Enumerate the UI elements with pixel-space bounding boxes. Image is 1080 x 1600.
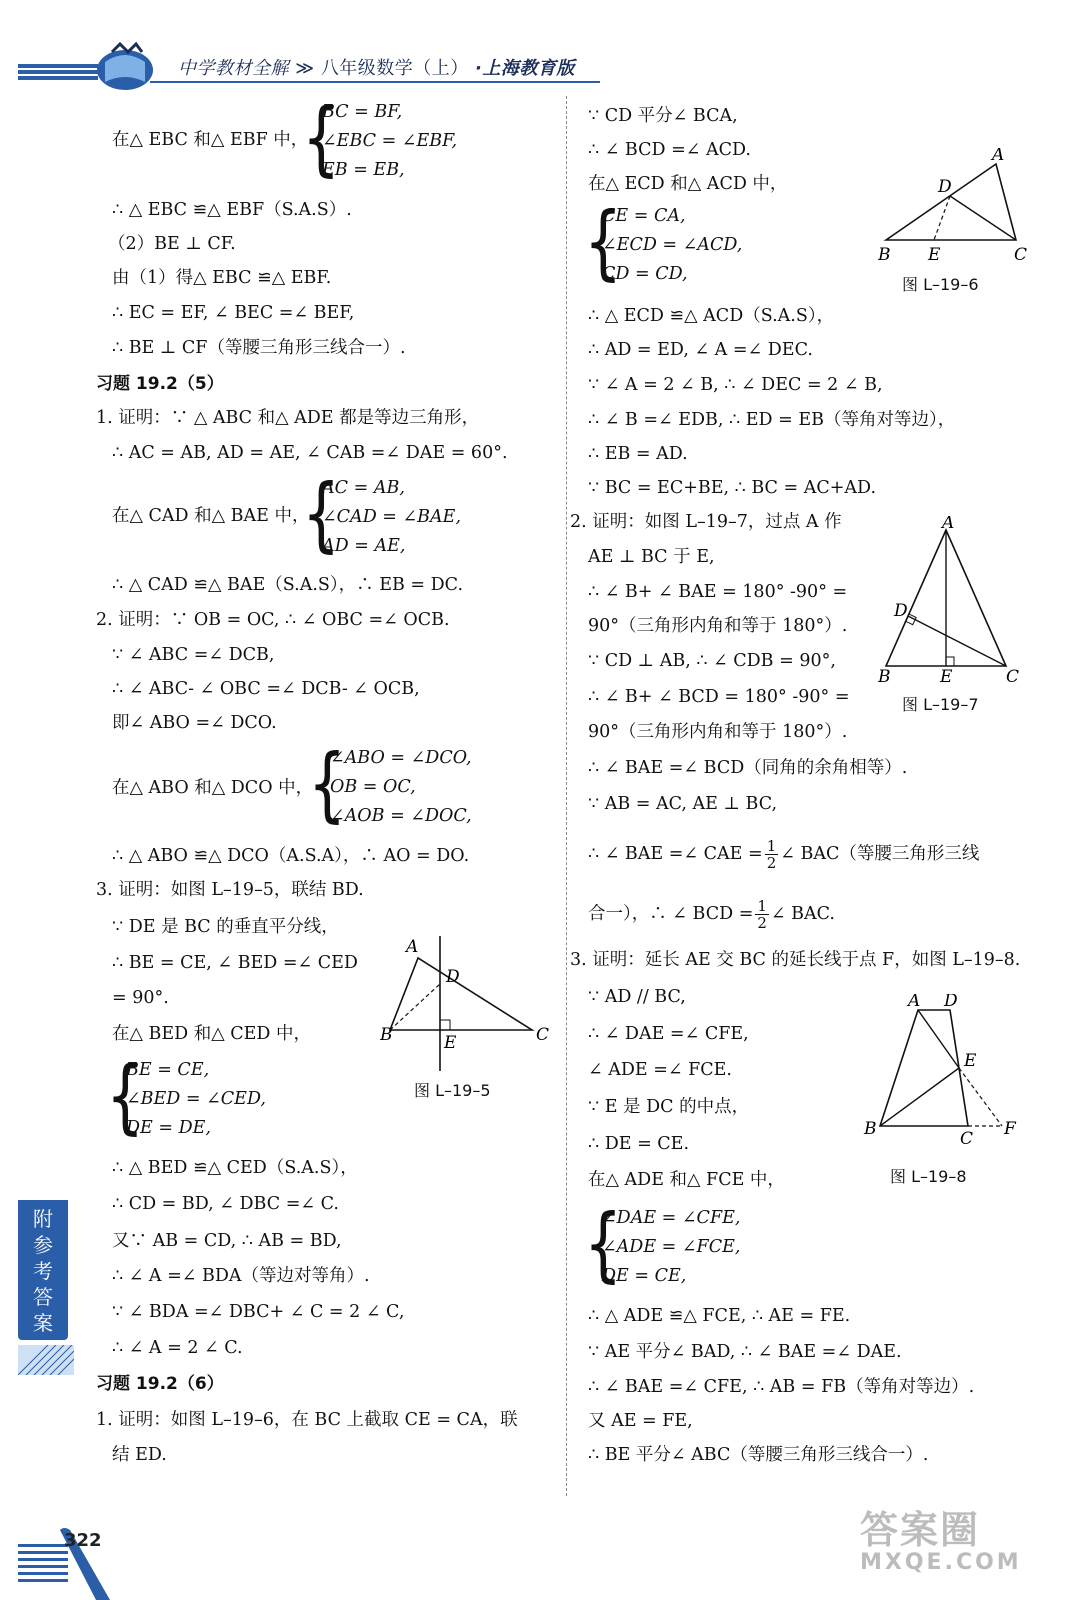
- book-title: 中学教材全解: [178, 58, 289, 79]
- text-line: ∴ ∠ B+ ∠ BAE = 180° -90° =: [588, 582, 848, 602]
- label-b: B: [878, 245, 891, 265]
- text-line: ∵ ∠ A = 2 ∠ B, ∴ ∠ DEC = 2 ∠ B,: [588, 375, 883, 395]
- system-line: ∠ECD = ∠ACD,: [602, 235, 743, 255]
- side-tab-char: 答: [33, 1285, 53, 1309]
- text-line: 在△ BED 和△ CED 中，: [112, 1024, 312, 1044]
- system-line: ∠CAD = ∠BAE,: [322, 507, 462, 527]
- label-a: A: [406, 937, 419, 957]
- text-line: ∴ ∠ BAE =∠ BCD（同角的余角相等）.: [588, 758, 908, 778]
- text-line: ∴ ∠ BCD =∠ ACD.: [588, 140, 751, 160]
- system-line: ∠EBC = ∠EBF,: [322, 131, 458, 151]
- text-line: ∵ E 是 DC 的中点，: [588, 1097, 750, 1117]
- label-a: A: [992, 148, 1005, 165]
- figure-l-19-6: [878, 148, 1048, 266]
- side-tab-char: 附: [33, 1207, 53, 1231]
- equation-system: [322, 474, 461, 561]
- text-line: 在△ EBC 和△ EBF 中，: [112, 130, 309, 150]
- side-tab-hatch: [18, 1345, 74, 1375]
- text-line: ∴ △ CAD ≌△ BAE（S.A.S），∴ EB = DC.: [112, 575, 464, 595]
- label-a: A: [908, 994, 921, 1011]
- system-line: ∠ADE = ∠FCE,: [602, 1237, 741, 1257]
- brace: {: [308, 737, 347, 832]
- dashed-segment-ef: [959, 1068, 1002, 1126]
- text-line: 又∵ AB = CD, ∴ AB = BD,: [112, 1231, 342, 1251]
- text-line: ∴ BE ⊥ CF（等腰三角形三线合一）.: [112, 338, 406, 358]
- text-line: ∠ ADE =∠ FCE.: [588, 1060, 732, 1080]
- system-line: AD = AE,: [322, 536, 406, 556]
- watermark-url: MXQE.COM: [860, 1550, 1022, 1575]
- right-angle-mark: [440, 1020, 450, 1030]
- text-line: 结 ED.: [112, 1445, 167, 1465]
- text-line: ∵ AD // BC,: [588, 987, 686, 1007]
- text-line: ∴ AC = AB, AD = AE, ∠ CAB =∠ DAE = 60°.: [112, 443, 508, 463]
- text-line: ∵ ∠ ABC =∠ DCB,: [112, 645, 275, 665]
- text-line: ∴ DE = CE.: [588, 1134, 690, 1154]
- altitude-cd: [908, 616, 1006, 666]
- text-line: ∵ CD 平分∠ BCA,: [588, 106, 738, 126]
- text-line: ∴ ∠ A =∠ BDA（等边对等角）.: [112, 1266, 370, 1286]
- dashed-segment-de: [934, 196, 950, 240]
- label-e: E: [964, 1051, 977, 1071]
- text-line: ∴ ∠ BAE =∠ CFE, ∴ AB = FB（等角对等边）.: [588, 1377, 975, 1397]
- text-line: ∴ △ ECD ≌△ ACD（S.A.S），: [588, 306, 835, 326]
- label-c: C: [960, 1129, 974, 1144]
- section-heading: 习题 19.2（5）: [96, 374, 224, 394]
- text-line: ∴ BE = CE, ∠ BED =∠ CED: [112, 953, 358, 973]
- text-line: ∴ AD = ED, ∠ A =∠ DEC.: [588, 340, 813, 360]
- text-line: ∵ CD ⊥ AB, ∴ ∠ CDB = 90°,: [588, 651, 836, 671]
- text-line: ∴ ∠ A = 2 ∠ C.: [112, 1338, 243, 1358]
- text-line: ∴ EB = AD.: [588, 444, 688, 464]
- triangle-abc: [886, 164, 1016, 240]
- label-b: B: [864, 1119, 877, 1139]
- text-fragment: ∠ BAC.: [770, 904, 835, 924]
- section-heading: 习题 19.2（6）: [96, 1374, 224, 1394]
- brace: {: [106, 1049, 145, 1144]
- text-line: 2. 证明：如图 L–19–7，过点 A 作: [570, 512, 842, 532]
- label-d: D: [894, 601, 908, 621]
- text-line: ∵ AB = AC, AE ⊥ BC,: [588, 794, 778, 814]
- system-line: OB = OC,: [330, 777, 416, 797]
- figure-l-19-5: [380, 936, 560, 1071]
- fraction-denominator: 2: [757, 914, 767, 932]
- system-line: ∠ABO = ∠DCO,: [330, 748, 472, 768]
- dashed-segment-bd: [390, 984, 440, 1030]
- label-f: F: [1004, 1119, 1016, 1139]
- label-e: E: [940, 667, 953, 686]
- text-line: = 90°.: [112, 988, 169, 1008]
- text-line: [588, 838, 979, 871]
- brace: {: [302, 91, 341, 186]
- text-line: ∵ DE 是 BC 的垂直平分线，: [112, 917, 339, 937]
- text-line: AE ⊥ BC 于 E,: [588, 547, 715, 567]
- equation-system: [322, 98, 457, 185]
- text-fragment: ∠ BAC（等腰三角形三线: [780, 844, 980, 864]
- figure-l-19-7: [878, 516, 1028, 686]
- brace: {: [302, 467, 341, 562]
- text-line: [588, 898, 835, 931]
- text-line: ∴ ∠ DAE =∠ CFE,: [588, 1024, 749, 1044]
- side-tab-char: 考: [33, 1259, 53, 1283]
- watermark: [860, 1510, 1050, 1580]
- figure-caption: 图 L–19–8: [890, 1167, 967, 1186]
- text-line: ∵ BC = EC+BE, ∴ BC = AC+AD.: [588, 478, 877, 498]
- text-line: 在△ ECD 和△ ACD 中，: [588, 174, 788, 194]
- text-line: 2. 证明：∵ OB = OC, ∴ ∠ OBC =∠ OCB.: [96, 610, 450, 630]
- text-line: ∴ ∠ B+ ∠ BCD = 180° -90° =: [588, 687, 850, 707]
- text-line: ∴ △ BED ≌△ CED（S.A.S），: [112, 1158, 358, 1178]
- segment-be: [880, 1068, 959, 1126]
- text-line: ∴ BE 平分∠ ABC（等腰三角形三线合一）.: [588, 1445, 929, 1465]
- text-line: ∴ ∠ B =∠ EDB, ∴ ED = EB（等角对等边），: [588, 410, 956, 430]
- label-d: D: [938, 177, 952, 197]
- brace: {: [584, 195, 623, 290]
- label-b: B: [878, 667, 891, 686]
- label-e: E: [444, 1033, 457, 1053]
- label-d: D: [446, 967, 460, 987]
- appendix-side-tab: [18, 1200, 68, 1340]
- text-line: ∴ CD = BD, ∠ DBC =∠ C.: [112, 1194, 339, 1214]
- segment-ae: [918, 1010, 959, 1068]
- system-line: ∠BED = ∠CED,: [126, 1089, 266, 1109]
- text-line: 3. 证明：延长 AE 交 BC 的延长线于点 F，如图 L–19–8.: [570, 950, 1021, 970]
- system-line: EB = EB,: [322, 160, 405, 180]
- text-fragment: ∴ ∠ BAE =∠ CAE =: [588, 844, 763, 864]
- label-c: C: [1006, 667, 1020, 686]
- brace: {: [584, 1197, 623, 1292]
- label-c: C: [536, 1025, 550, 1045]
- text-line: ∴ ∠ ABC- ∠ OBC =∠ DCB- ∠ OCB,: [112, 679, 420, 699]
- label-e: E: [928, 245, 941, 265]
- system-line: AC = AB,: [322, 478, 405, 498]
- text-line: （2）BE ⊥ CF.: [108, 234, 236, 254]
- system-line: ∠AOB = ∠DOC,: [330, 806, 472, 826]
- triangle-abc: [390, 958, 532, 1030]
- label-d: D: [944, 994, 958, 1011]
- text-line: 在△ ABO 和△ DCO 中，: [112, 778, 314, 798]
- text-line: ∴ △ ABO ≌△ DCO（A.S.A），∴ AO = DO.: [112, 846, 470, 866]
- fraction-numerator: 1: [766, 837, 777, 855]
- system-line: BC = BF,: [322, 102, 403, 122]
- trapezoid-abcd: [880, 1010, 968, 1126]
- book-subtitle: 八年级数学（上）: [320, 58, 469, 79]
- system-line: BE = CE,: [126, 1060, 210, 1080]
- text-line: 由（1）得△ EBC ≌△ EBF.: [112, 268, 332, 288]
- text-line: 3. 证明：如图 L–19–5，联结 BD.: [96, 880, 364, 900]
- text-line: 在△ CAD 和△ BAE 中，: [112, 506, 310, 526]
- header-banner-graphic: [0, 0, 1080, 100]
- figure-caption: 图 L–19–6: [902, 275, 979, 294]
- equation-system: [330, 744, 472, 831]
- fraction-denominator: 2: [766, 854, 777, 872]
- column-divider: [566, 96, 567, 1496]
- system-line: CE = CA,: [602, 206, 686, 226]
- system-line: CD = CD,: [602, 264, 688, 284]
- label-c: C: [1014, 245, 1028, 265]
- fraction-numerator: 1: [757, 897, 767, 915]
- right-angle-mark: [946, 657, 954, 666]
- page-number: 322: [64, 1530, 102, 1551]
- system-line: DE = CE,: [602, 1266, 687, 1286]
- text-line: 90°（三角形内角和等于 180°）.: [588, 616, 848, 636]
- text-line: ∴ △ ADE ≌△ FCE, ∴ AE = FE.: [588, 1306, 851, 1326]
- text-line: 即∠ ABO =∠ DCO.: [112, 713, 277, 733]
- equation-system: [126, 1056, 266, 1143]
- text-line: 1. 证明：如图 L–19–6，在 BC 上截取 CE = CA，联: [96, 1410, 518, 1430]
- text-line: ∴ EC = EF, ∠ BEC =∠ BEF,: [112, 303, 355, 323]
- header-title: [178, 54, 575, 80]
- figure-caption: 图 L–19–7: [902, 695, 979, 714]
- page-header: [0, 0, 1080, 100]
- fraction-half: [765, 838, 779, 871]
- equation-system: [602, 202, 742, 289]
- text-line: 又 AE = FE,: [588, 1411, 693, 1431]
- text-line: ∵ AE 平分∠ BAD, ∴ ∠ BAE =∠ DAE.: [588, 1342, 902, 1362]
- equation-system: [602, 1204, 740, 1291]
- label-a: A: [942, 516, 955, 533]
- side-tab-char: 案: [33, 1311, 53, 1335]
- label-b: B: [380, 1025, 393, 1045]
- side-tab-char: 参: [33, 1233, 53, 1257]
- text-line: ∵ ∠ BDA =∠ DBC+ ∠ C = 2 ∠ C,: [112, 1302, 405, 1322]
- watermark-text: 答案圈: [860, 1508, 981, 1552]
- system-line: ∠DAE = ∠CFE,: [602, 1208, 741, 1228]
- text-line: 在△ ADE 和△ FCE 中，: [588, 1170, 785, 1190]
- fraction-half: [755, 898, 769, 931]
- header-arrow: ≫: [295, 58, 315, 79]
- figure-caption: 图 L–19–5: [414, 1081, 491, 1100]
- text-line: ∴ △ EBC ≌△ EBF（S.A.S）.: [112, 200, 352, 220]
- text-line: 1. 证明：∵ △ ABC 和△ ADE 都是等边三角形，: [96, 408, 480, 428]
- system-line: DE = DE,: [126, 1118, 211, 1138]
- header-stripes: [18, 64, 98, 80]
- text-fragment: 合一），∴ ∠ BCD =: [588, 904, 754, 924]
- text-line: 90°（三角形内角和等于 180°）.: [588, 722, 848, 742]
- book-logo-icon: [97, 44, 153, 90]
- figure-l-19-8: [860, 994, 1020, 1144]
- publisher-name: ·上海教育版: [475, 58, 575, 79]
